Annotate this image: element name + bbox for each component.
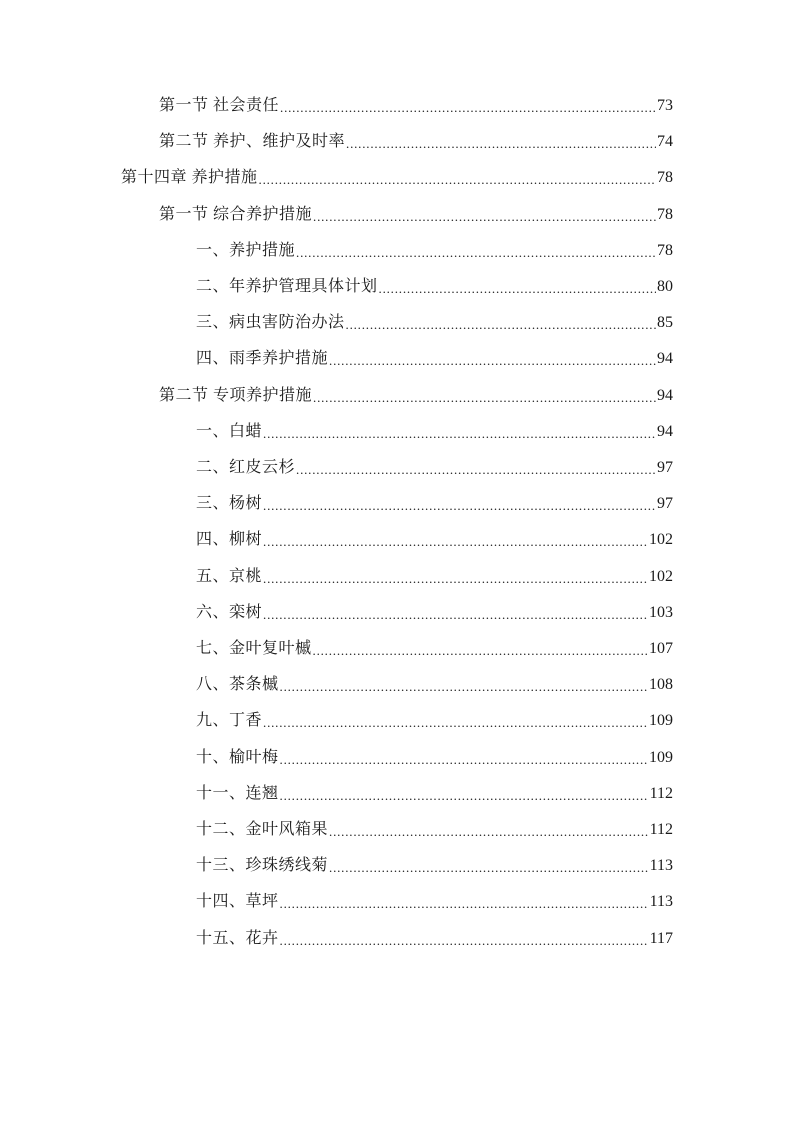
toc-entry-page: 109 (649, 712, 673, 729)
toc-entry-page: 112 (649, 821, 673, 838)
dot-leader (263, 603, 648, 623)
toc-entry-label: 十二、金叶风箱果 (196, 821, 329, 838)
dot-leader (280, 892, 649, 912)
dot-leader (346, 132, 656, 152)
toc-entry-label: 三、病虫害防治办法 (196, 314, 345, 331)
toc-entry-label: 一、养护措施 (196, 242, 296, 259)
toc-entry-item[interactable] (0, 780, 793, 810)
toc-entry-item[interactable] (0, 454, 793, 484)
toc-entry-page: 112 (649, 785, 673, 802)
toc-entry-section[interactable] (0, 201, 793, 231)
toc-entry-label: 十四、草坪 (196, 893, 279, 910)
toc-entry-item[interactable] (0, 526, 793, 556)
toc-entry-page: 107 (649, 640, 673, 657)
toc-entry-item[interactable] (0, 852, 793, 882)
toc-entry-page: 78 (657, 242, 673, 259)
toc-entry-section[interactable] (0, 128, 793, 158)
toc-entry-label: 二、红皮云杉 (196, 459, 296, 476)
toc-entry-item[interactable] (0, 237, 793, 267)
toc-entry-label: 第二节 专项养护措施 (159, 387, 313, 404)
toc-entry-chapter[interactable] (0, 164, 793, 194)
toc-entry-item[interactable] (0, 888, 793, 918)
toc-entry-item[interactable] (0, 273, 793, 303)
dot-leader (263, 711, 648, 731)
toc-entry-page: 97 (657, 495, 673, 512)
dot-leader (329, 349, 656, 369)
toc-entry-page: 102 (649, 531, 673, 548)
toc-entry-item[interactable] (0, 744, 793, 774)
toc-entry-label: 一、白蜡 (196, 423, 263, 440)
toc-entry-page: 74 (657, 133, 673, 150)
toc-entry-label: 十一、连翘 (196, 785, 279, 802)
toc-entry-item[interactable] (0, 925, 793, 955)
toc-entry-page: 94 (657, 423, 673, 440)
dot-leader (263, 494, 656, 514)
toc-entry-item[interactable] (0, 635, 793, 665)
dot-leader (263, 422, 656, 442)
dot-leader (280, 675, 648, 695)
toc-entry-label: 二、年养护管理具体计划 (196, 278, 378, 295)
toc-entry-item[interactable] (0, 816, 793, 846)
toc-entry-section[interactable] (0, 92, 793, 122)
toc-entry-item[interactable] (0, 563, 793, 593)
toc-entry-label: 第一节 综合养护措施 (159, 206, 313, 223)
toc-entry-page: 94 (657, 387, 673, 404)
toc-entry-page: 109 (649, 749, 673, 766)
toc-entry-label: 十三、珍珠绣线菊 (196, 857, 329, 874)
dot-leader (280, 748, 648, 768)
toc-entry-page: 94 (657, 350, 673, 367)
dot-leader (313, 386, 656, 406)
dot-leader (379, 277, 656, 297)
toc-entry-item[interactable] (0, 490, 793, 520)
toc-entry-label: 四、雨季养护措施 (196, 350, 329, 367)
toc-entry-page: 73 (657, 97, 673, 114)
toc-entry-label: 第一节 社会责任 (159, 97, 280, 114)
dot-leader (296, 241, 656, 261)
toc-entry-page: 85 (657, 314, 673, 331)
toc-entry-label: 十五、花卉 (196, 930, 279, 947)
toc-entry-item[interactable] (0, 671, 793, 701)
toc-entry-item[interactable] (0, 309, 793, 339)
toc-entry-item[interactable] (0, 345, 793, 375)
dot-leader (263, 567, 648, 587)
toc-entry-item[interactable] (0, 707, 793, 737)
toc-entry-label: 九、丁香 (196, 712, 263, 729)
dot-leader (313, 205, 656, 225)
toc-entry-item[interactable] (0, 599, 793, 629)
toc-entry-page: 117 (649, 930, 673, 947)
toc-entry-page: 113 (649, 857, 673, 874)
toc-entry-item[interactable] (0, 418, 793, 448)
toc-entry-page: 113 (649, 893, 673, 910)
dot-leader (346, 313, 656, 333)
toc-entry-label: 第二节 养护、维护及时率 (159, 133, 346, 150)
dot-leader (329, 856, 649, 876)
toc-entry-page: 103 (649, 604, 673, 621)
toc-entry-label: 十、榆叶梅 (196, 749, 279, 766)
toc-entry-page: 108 (649, 676, 673, 693)
dot-leader (259, 168, 656, 188)
toc-entry-page: 97 (657, 459, 673, 476)
dot-leader (280, 96, 656, 116)
toc-entry-page: 102 (649, 568, 673, 585)
toc-entry-label: 五、京桃 (196, 568, 263, 585)
dot-leader (313, 639, 648, 659)
dot-leader (263, 530, 648, 550)
toc-entry-label: 六、栾树 (196, 604, 263, 621)
toc-entry-page: 78 (657, 169, 673, 186)
toc-entry-page: 78 (657, 206, 673, 223)
dot-leader (280, 929, 649, 949)
toc-entry-label: 第十四章 养护措施 (121, 169, 258, 186)
dot-leader (296, 458, 656, 478)
toc-entry-label: 四、柳树 (196, 531, 263, 548)
dot-leader (280, 784, 649, 804)
toc-entry-label: 七、金叶复叶槭 (196, 640, 312, 657)
toc-entry-section[interactable] (0, 382, 793, 412)
toc-entry-page: 80 (657, 278, 673, 295)
toc-entry-label: 三、杨树 (196, 495, 263, 512)
toc-entry-label: 八、茶条槭 (196, 676, 279, 693)
dot-leader (329, 820, 649, 840)
